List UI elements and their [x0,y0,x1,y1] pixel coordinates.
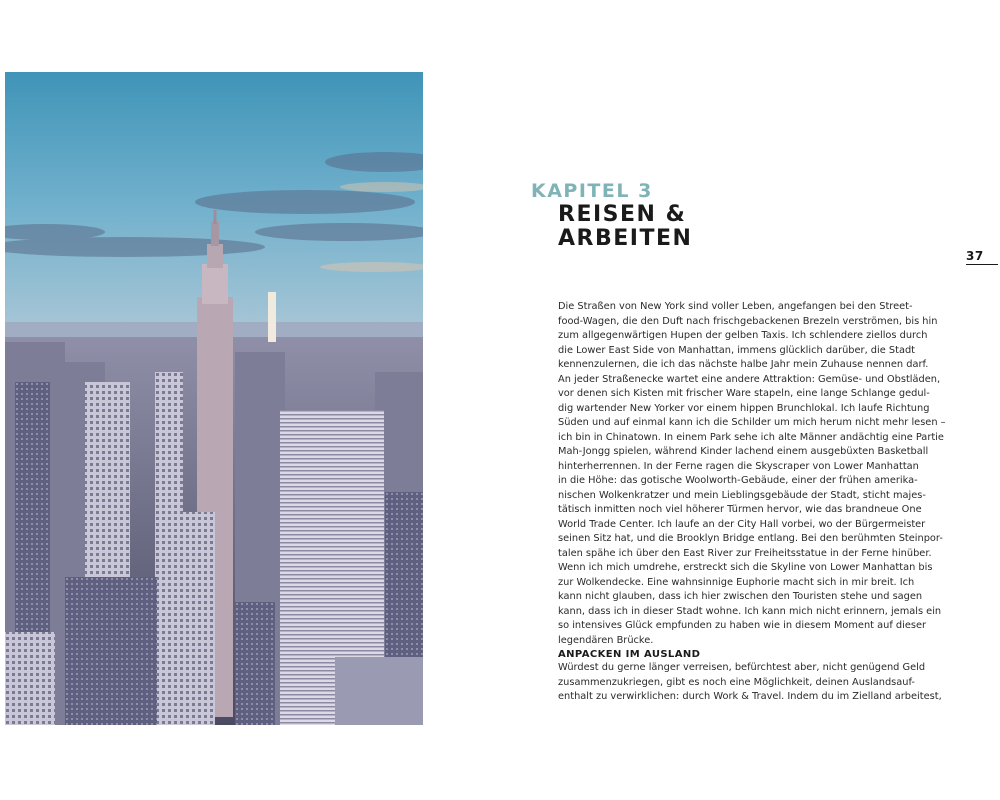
chapter-title [558,203,692,251]
text-line: legendären Brücke. [558,634,654,646]
text-line: hinterherrennen. In der Ferne ragen die Skyscraper von Lower Manhattan [558,460,919,472]
text-line: zusammenzukriegen, gibt es noch eine Möglichkeit, deinen Auslandsauf- [558,676,915,688]
text-line: Mah-Jongg spielen, während Kinder lachend einem ausgebüxten Basketball [558,446,929,457]
text-line: enthalt zu verwirklichen: durch Work & Travel. Indem du im Zielland arbeitest, [558,691,942,702]
text-line: tätisch inmitten noch viel höherer Türmen hervor, wie das brandneue One [558,504,922,515]
text-line: ich bin in Chinatown. In einem Park sehe ich alte Männer andächtig eine Partie [558,431,944,443]
text-line: die Lower East Side von Manhattan, immens glücklich darüber, die Stadt [558,344,916,356]
text-line: dig wartender New Yorker vor einem hippen Brunchlokal. Ich laufe Richtung [558,402,930,414]
text-line: nischen Wolkenkratzer und mein Lieblingsgebäude der Stadt, sticht majes- [558,489,926,501]
skyline-illustration [5,72,423,725]
text-line: in die Höhe: das gotische Woolworth-Gebäude, einer der frühen amerika- [558,475,918,486]
text-line: seinen Sitz hat, und die Brooklyn Bridge entlang. Bei den berühmten Steinpor- [558,533,943,544]
text-line: food-Wagen, die den Duft nach frischgebackenen Brezeln verströmen, bis hin [558,315,938,327]
text-line: zum allgegenwärtigen Hupen der gelben Taxis. Ich schlendere ziellos durch [558,330,928,341]
body-paragraph-2 [558,661,968,705]
chapter-label: KAPITEL 3 [531,180,653,202]
chapter-title-line-1: REISEN & [558,202,687,227]
text-line: An jeder Straßenecke wartet eine andere Attraktion: Gemüse- und Obstläden, [558,373,941,385]
text-line: Die Straßen von New York sind voller Leben, angefangen bei den Street- [558,301,913,312]
text-line: so intensives Glück empfunden zu haben wie in diesem Moment auf dieser [558,620,927,631]
new-york-skyline-photo [5,72,423,725]
body-paragraph-1 [558,300,968,648]
text-line: kann nicht glauben, dass ich hier zwischen den Touristen stehe und sagen [558,591,923,602]
chapter-title-line-2: ARBEITEN [558,226,693,251]
text-line: zur Wolkendecke. Eine wahnsinnige Euphorie macht sich in mir breit. Ich [558,576,915,588]
page-number: 37 [966,250,998,265]
text-line: vor denen sich Kisten mit frischer Ware stapeln, eine lange Schlange gedul- [558,388,930,399]
text-line: Süden und auf einmal kann ich die Schilder um mich herum nicht mehr lesen – [558,417,946,428]
text-line: World Trade Center. Ich laufe an der City Hall vorbei, wo der Bürgermeister [558,518,926,530]
text-line: kennenzulernen, die ich das nächste halbe Jahr mein Zuhause nennen darf. [558,359,929,370]
text-line: Wenn ich mich umdrehe, erstreckt sich die Skyline von Lower Manhattan bis [558,562,933,573]
section-subheading: ANPACKEN IM AUSLAND [558,649,701,660]
text-line: Würdest du gerne länger verreisen, befürchtest aber, nicht genügend Geld [558,662,926,673]
text-line: talen spähe ich über den East River zur Freiheitsstatue in der Ferne hinüber. [558,547,932,559]
text-line: kann, dass ich in dieser Stadt wohne. Ich kann mich nicht erinnern, jemals ein [558,605,942,617]
